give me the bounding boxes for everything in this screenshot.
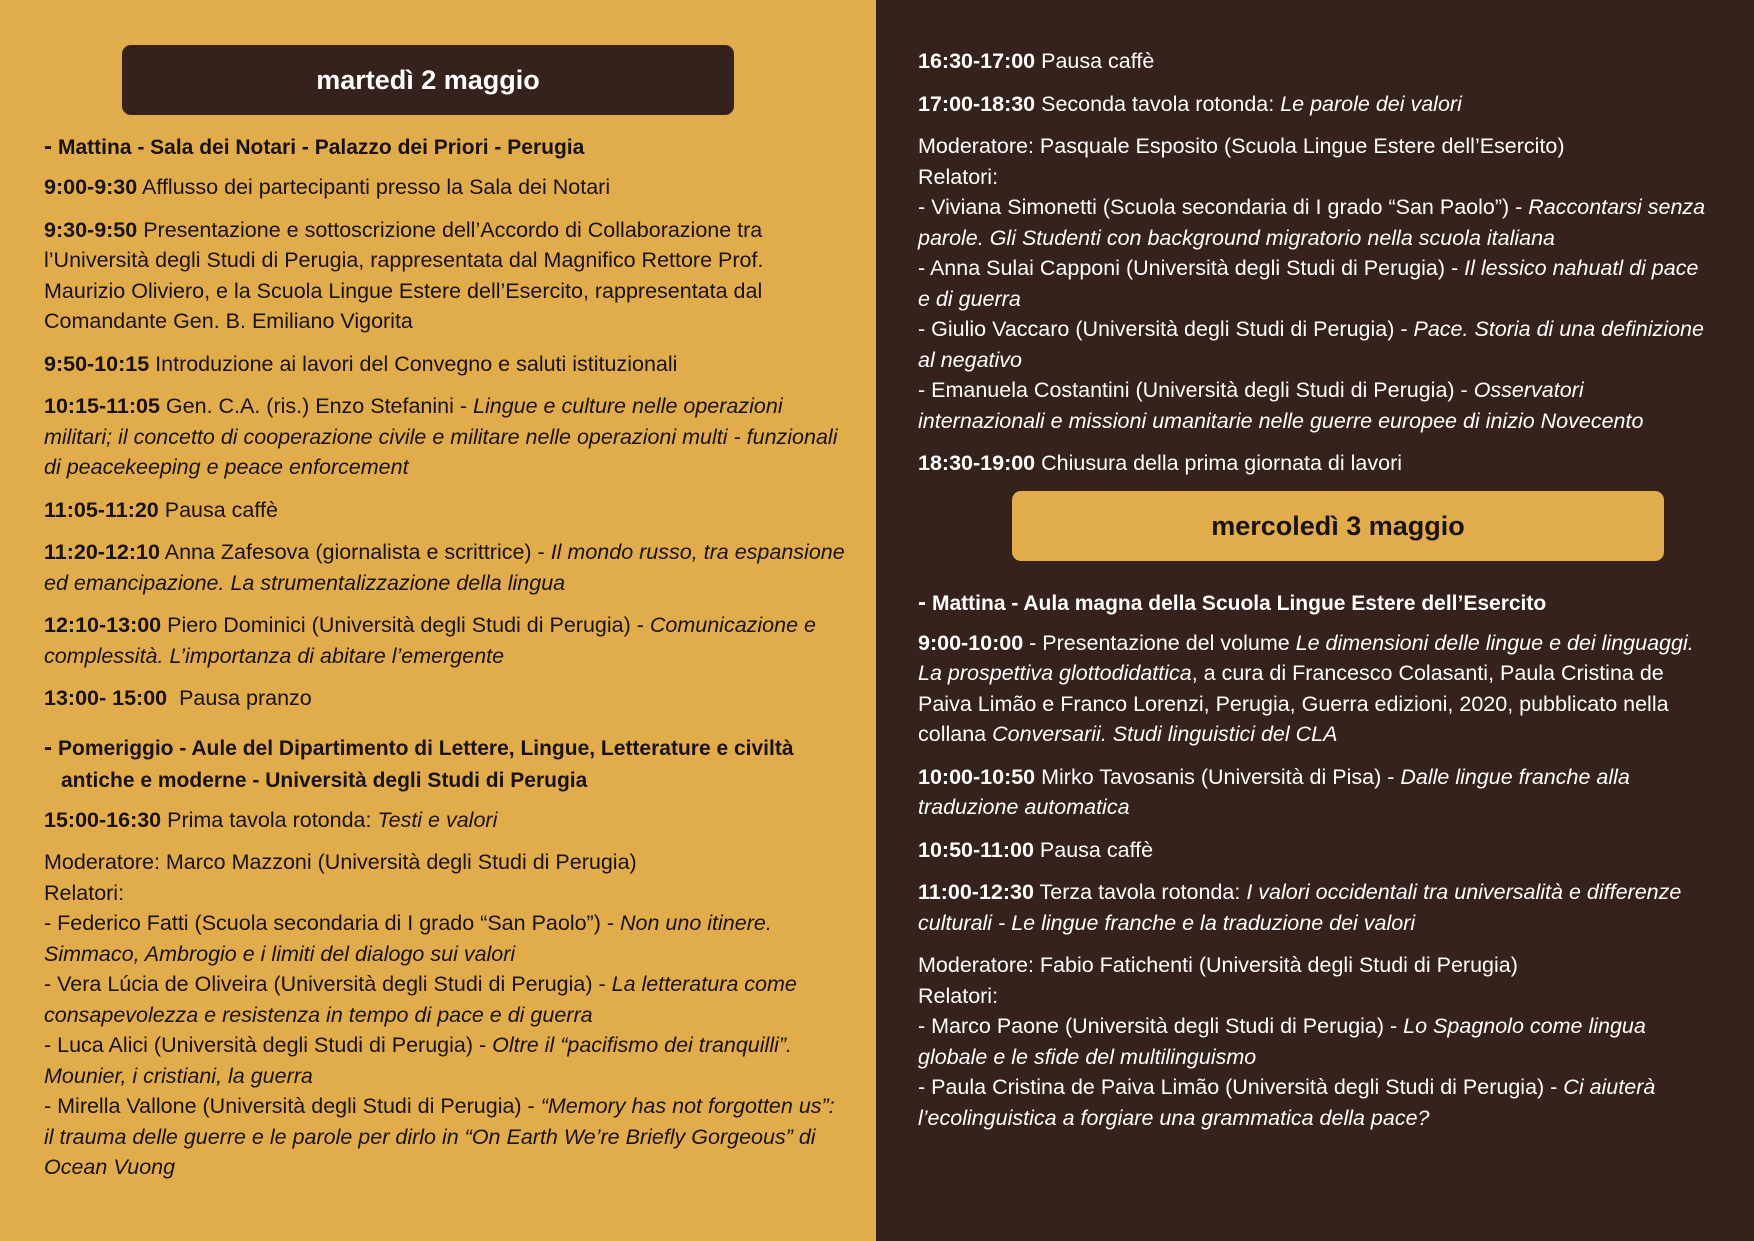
item-text: Presentazione e sottoscrizione dell’Accordo di Collaborazione tra l’Università degli Studi di Perugia, rappresentata dal Magnifico Rettore Prof. Maurizio Oliviero, e la Scuola Lingue Estere dell’Esercito, rappresentata dal Comandante Gen. B. Emiliano Vigorita xyxy=(44,217,764,333)
session-dash: - xyxy=(44,733,52,761)
speaker-name: - Paula Cristina de Paiva Limão (Università degli Studi di Perugia) - xyxy=(918,1075,1564,1099)
program-item xyxy=(918,46,1714,77)
speaker-entry xyxy=(918,253,1714,314)
speaker-name: - Luca Alici (Università degli Studi di Perugia) - xyxy=(44,1033,493,1057)
speakers-label: Relatori: xyxy=(918,164,999,189)
item-time: 9:00-9:30 xyxy=(44,175,138,199)
item-time: 18:30-19:00 xyxy=(918,451,1036,475)
speakers-label: Relatori: xyxy=(918,983,999,1008)
program-item xyxy=(44,495,846,526)
program-item xyxy=(44,172,846,203)
session-label-line2: antiche e moderne - Università degli Studi di Perugia xyxy=(61,768,588,792)
speaker-title: “Memory has not forgotten us”: il trauma delle guerre e le parole per dirlo in “On Earth We’re Briefly Gorgeous” di Ocean Vuong xyxy=(44,1094,835,1179)
item-time: 10:50-11:00 xyxy=(918,837,1034,862)
item-text: Piero Dominici (Università degli Studi di Perugia) - xyxy=(161,613,650,637)
speaker-name: - Mirella Vallone (Università degli Studi di Perugia) - xyxy=(44,1094,541,1118)
speaker-entry xyxy=(44,908,846,969)
speaker-name: - Vera Lúcia de Oliveira (Università degli Studi di Perugia) - xyxy=(44,972,612,996)
speaker-entry xyxy=(44,1091,846,1183)
speaker-title: Pace. Storia di una definizione al negativo xyxy=(918,317,1704,372)
day-header-tuesday: martedì 2 maggio xyxy=(122,45,734,115)
session-label-line1: Pomeriggio - Aule del Dipartimento di Lettere, Lingue, Letterature e civiltà xyxy=(58,736,794,760)
item-text: - Presentazione del volume xyxy=(1023,630,1296,655)
book-title: Le dimensioni delle lingue e dei linguaggi. La prospettiva glottodidattica xyxy=(918,630,1694,685)
item-text: Seconda tavola rotonda: xyxy=(1035,91,1281,116)
item-text: Pausa pranzo xyxy=(167,686,312,710)
speaker-title: Lo Spagnolo come lingua globale e le sfide del multilinguismo xyxy=(918,1014,1646,1069)
speaker-title: Ci aiuterà l’ecolinguistica a forgiare una grammatica della pace? xyxy=(918,1075,1656,1130)
item-text: Prima tavola rotonda: xyxy=(161,807,378,832)
speaker-title: Il lessico nahuatl di pace e di guerra xyxy=(918,256,1699,311)
item-title: Il mondo russo, tra espansione ed emancipazione. La strumentalizzazione della lingua xyxy=(44,540,845,595)
item-time: 17:00-18:30 xyxy=(918,91,1036,116)
program-item xyxy=(918,762,1714,823)
session-heading-morning xyxy=(44,131,846,164)
item-time: 9:50-10:15 xyxy=(44,351,150,376)
session-dash: - xyxy=(44,133,52,160)
speaker-name: - Anna Sulai Capponi (Università degli Studi di Perugia) - xyxy=(918,256,1465,280)
speakers-label: Relatori: xyxy=(44,880,125,905)
speaker-entry xyxy=(918,192,1714,253)
item-time: 11:20-12:10 xyxy=(44,540,160,564)
speaker-entry xyxy=(918,1011,1714,1072)
item-time: 13:00- 15:00 xyxy=(44,686,168,710)
program-item xyxy=(44,610,846,671)
item-text: Terza tavola rotonda: xyxy=(1033,880,1247,904)
session-heading-morning xyxy=(918,587,1714,620)
program-item xyxy=(44,391,846,483)
speakers-block xyxy=(44,847,846,1183)
speakers-block xyxy=(918,131,1714,436)
item-title: Lingue e culture nelle operazioni militari; il concetto di cooperazione civile e militare nelle operazioni multi - funzionali di peacekeeping e peace enforcement xyxy=(44,394,838,479)
item-title: Le parole dei valori xyxy=(1280,91,1462,116)
item-text: Introduzione ai lavori del Convegno e saluti istituzionali xyxy=(149,351,678,376)
speaker-name: - Emanuela Costantini (Università degli Studi di Perugia) - xyxy=(918,378,1474,402)
day-header-wednesday: mercoledì 3 maggio xyxy=(1012,491,1664,561)
item-text: Pausa caffè xyxy=(1035,49,1155,73)
item-title: Dalle lingue franche alla traduzione automatica xyxy=(918,764,1630,819)
speaker-name: - Marco Paone (Università degli Studi di Perugia) - xyxy=(918,1014,1404,1038)
right-column xyxy=(876,0,1754,1241)
item-time: 9:00-10:00 xyxy=(918,630,1024,655)
speaker-entry xyxy=(918,375,1714,436)
speaker-entry xyxy=(918,1072,1714,1133)
session-label: Mattina - Aula magna della Scuola Lingue Estere dell’Esercito xyxy=(932,591,1547,615)
item-text: Gen. C.A. (ris.) Enzo Stefanini - xyxy=(159,394,474,418)
item-time: 11:00-12:30 xyxy=(918,880,1034,904)
item-text: Anna Zafesova (giornalista e scrittrice) - xyxy=(159,540,551,564)
speaker-title: Raccontarsi senza parole. Gli Studenti con background migratorio nella scuola italiana xyxy=(918,195,1706,250)
moderator: Moderatore: Pasquale Esposito (Scuola Lingue Estere dell’Esercito) xyxy=(918,134,1565,158)
item-time: 10:00-10:50 xyxy=(918,764,1036,789)
item-time: 10:15-11:05 xyxy=(44,394,160,418)
program-item-book-presentation xyxy=(918,628,1714,750)
program-item xyxy=(44,683,846,714)
speaker-title: Osservatori internazionali e missioni umanitarie nelle guerre europee di inizio Novecento xyxy=(918,378,1644,433)
speaker-title: Oltre il “pacifismo dei tranquilli”. Mounier, i cristiani, la guerra xyxy=(44,1033,793,1088)
item-text: Afflusso dei partecipanti presso la Sala dei Notari xyxy=(137,175,611,199)
program-item xyxy=(44,349,846,380)
left-column xyxy=(0,0,876,1241)
item-title: Testi e valori xyxy=(377,807,498,832)
item-title: Comunicazione e complessità. L’importanza di abitare l’emergente xyxy=(44,613,816,668)
item-time: 11:05-11:20 xyxy=(44,497,159,522)
program-item xyxy=(44,537,846,598)
program-item xyxy=(44,215,846,337)
program-item xyxy=(918,835,1714,866)
item-time: 9:30-9:50 xyxy=(44,217,138,242)
item-time: 15:00-16:30 xyxy=(44,807,162,832)
program-item-roundtable xyxy=(918,89,1714,120)
moderator: Moderatore: Marco Mazzoni (Università degli Studi di Perugia) xyxy=(44,850,637,874)
item-time: 16:30-17:00 xyxy=(918,49,1036,73)
series-title: Conversarii. Studi linguistici del CLA xyxy=(992,722,1338,746)
item-time: 12:10-13:00 xyxy=(44,613,162,637)
session-label: Mattina - Sala dei Notari - Palazzo dei Priori - Perugia xyxy=(58,136,585,159)
moderator: Moderatore: Fabio Fatichenti (Università degli Studi di Perugia) xyxy=(918,953,1518,977)
item-title: I valori occidentali tra universalità e differenze culturali - Le lingue franche e la traduzione dei valori xyxy=(918,880,1682,935)
speaker-title: Non uno itinere. Simmaco, Ambrogio e i limiti del dialogo sui valori xyxy=(44,911,772,966)
speaker-entry xyxy=(44,969,846,1030)
speaker-name: - Federico Fatti (Scuola secondaria di I grado “San Paolo”) - xyxy=(44,911,620,935)
item-text: Mirko Tavosanis (Università di Pisa) - xyxy=(1035,764,1401,789)
item-text: Chiusura della prima giornata di lavori xyxy=(1035,451,1403,475)
speaker-name: - Viviana Simonetti (Scuola secondaria di I grado “San Paolo”) - xyxy=(918,195,1529,219)
program-item-closing xyxy=(918,448,1714,479)
item-text: , a cura di Francesco Colasanti, Paula Cristina de Paiva Limão e Franco Lorenzi, Perugia, Guerra edizioni, 2020, pubblicato nella collana xyxy=(918,661,1669,746)
item-text: Pausa caffè xyxy=(158,497,278,522)
speakers-block xyxy=(918,950,1714,1133)
program-item-roundtable xyxy=(44,805,846,836)
program-item-roundtable xyxy=(918,877,1714,938)
speaker-entry xyxy=(44,1030,846,1091)
speaker-title: La letteratura come consapevolezza e resistenza in tempo di pace e di guerra xyxy=(44,972,797,1027)
speaker-entry xyxy=(918,314,1714,375)
session-dash: - xyxy=(918,588,926,616)
speaker-name: - Giulio Vaccaro (Università degli Studi di Perugia) - xyxy=(918,317,1414,341)
item-text: Pausa caffè xyxy=(1033,837,1154,862)
session-heading-afternoon xyxy=(44,732,846,797)
